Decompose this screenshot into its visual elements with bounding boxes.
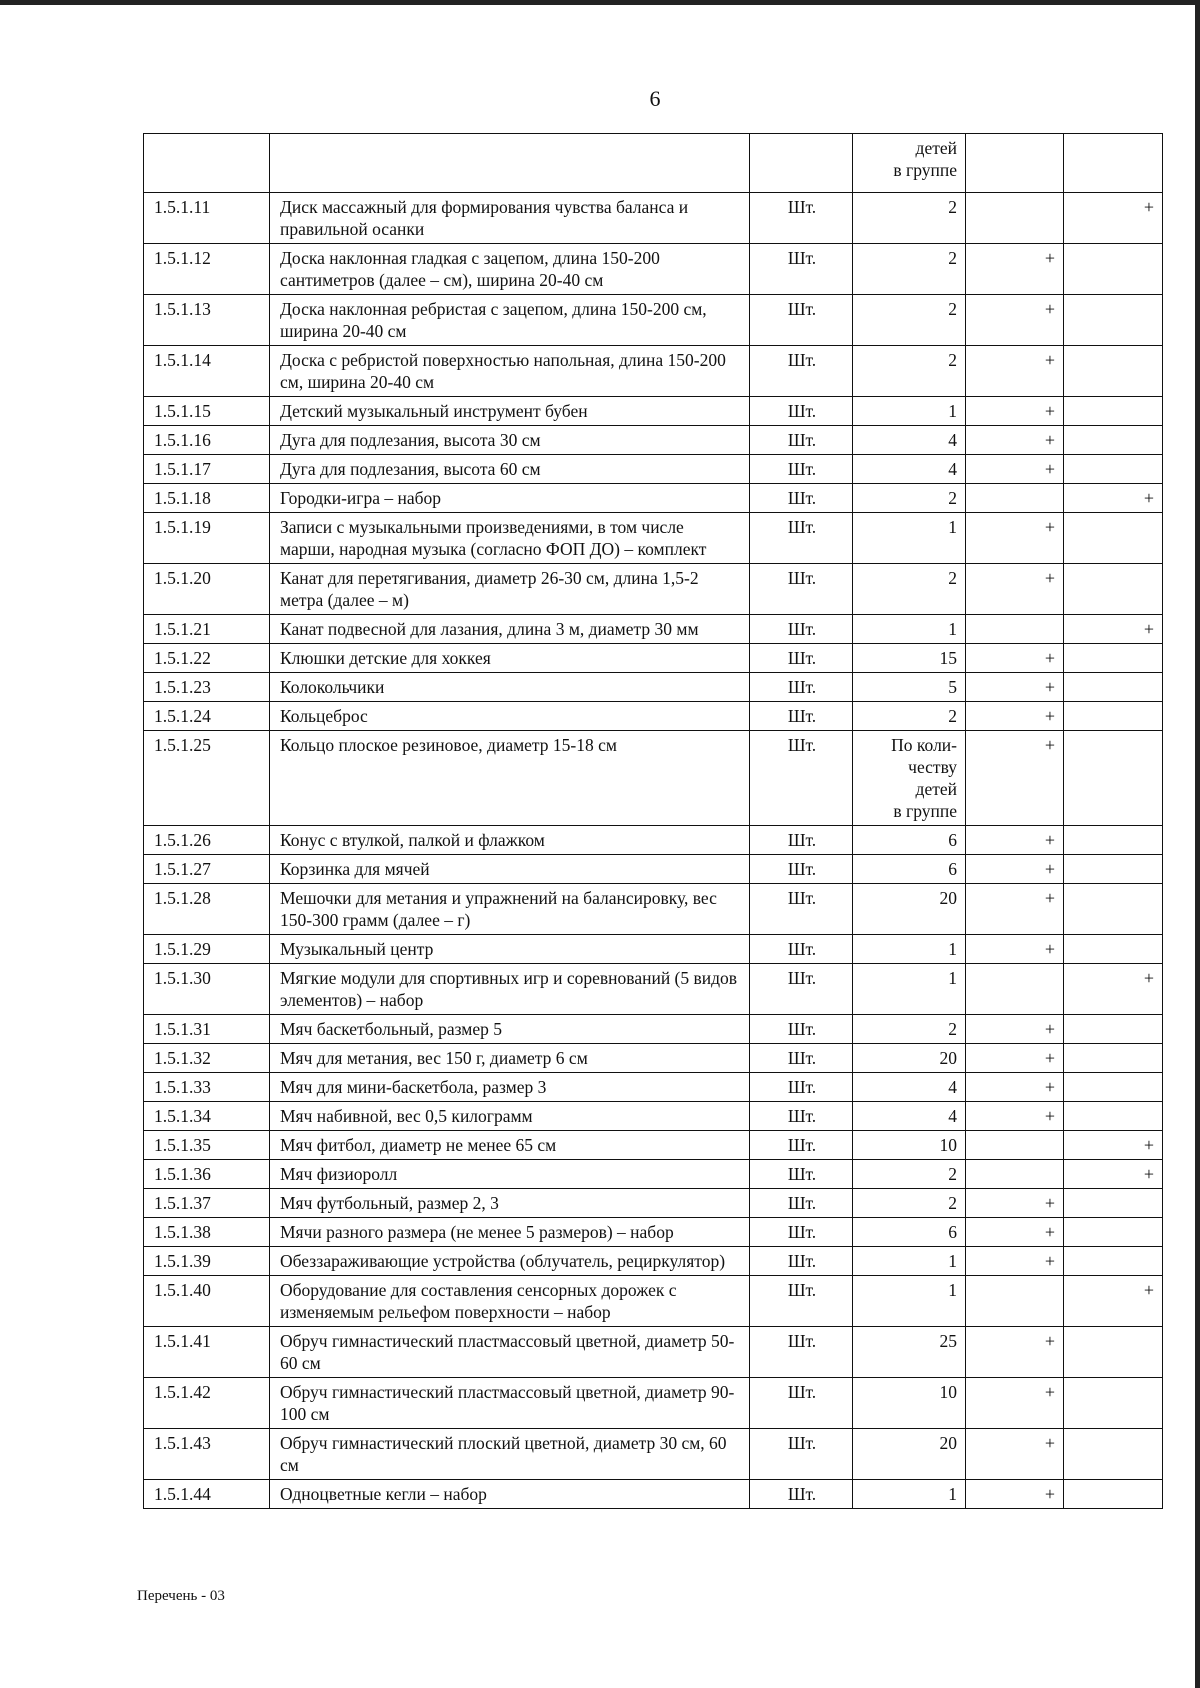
cell-code: 1.5.1.38 (144, 1218, 270, 1247)
cell-name: Мяч фитбол, диаметр не менее 65 см (270, 1131, 750, 1160)
cell-qty: 6 (853, 1218, 966, 1247)
cell-mark-b (1064, 1073, 1163, 1102)
cell-unit: Шт. (750, 964, 853, 1015)
table-row (144, 644, 1163, 673)
cell-code: 1.5.1.34 (144, 1102, 270, 1131)
cell-code: 1.5.1.43 (144, 1429, 270, 1480)
cell-name: Дуга для подлезания, высота 60 см (270, 455, 750, 484)
page-number: 6 (649, 86, 661, 111)
cell-name: Доска наклонная ребристая с зацепом, длина 150-200 см, ширина 20-40 см (270, 295, 750, 346)
cell-name: Мячи разного размера (не менее 5 размеров) – набор (270, 1218, 750, 1247)
cell-name: Канат подвесной для лазания, длина 3 м, диаметр 30 мм (270, 615, 750, 644)
table-row (144, 731, 1163, 826)
cell-qty: 20 (853, 1429, 966, 1480)
cell-name: Кольцо плоское резиновое, диаметр 15-18 см (270, 731, 750, 826)
table-row (144, 1015, 1163, 1044)
cell-mark-a: + (966, 1073, 1064, 1102)
cell-name: Одноцветные кегли – набор (270, 1480, 750, 1509)
table-row (144, 1189, 1163, 1218)
cell-unit: Шт. (750, 1102, 853, 1131)
cell-mark-b (1064, 1189, 1163, 1218)
cell-mark-b (1064, 244, 1163, 295)
cell-qty: 10 (853, 1131, 966, 1160)
footer-label: Перечень - 03 (137, 1588, 225, 1604)
cell-unit: Шт. (750, 1073, 853, 1102)
cell-unit: Шт. (750, 426, 853, 455)
cell-mark-a: + (966, 826, 1064, 855)
cell-qty: 2 (853, 1160, 966, 1189)
cell-qty: 2 (853, 702, 966, 731)
cell-mark-a: + (966, 397, 1064, 426)
cell-qty: 2 (853, 564, 966, 615)
table-row (144, 615, 1163, 644)
table-row (144, 935, 1163, 964)
cell-name: Мешочки для метания и упражнений на балансировку, вес 150-300 грамм (далее – г) (270, 884, 750, 935)
table-row (144, 1160, 1163, 1189)
table-row (144, 1327, 1163, 1378)
cell-code: 1.5.1.23 (144, 673, 270, 702)
cell-mark-b (1064, 1218, 1163, 1247)
cell-name: Колокольчики (270, 673, 750, 702)
cell-name: Корзинка для мячей (270, 855, 750, 884)
cell-qty: 2 (853, 484, 966, 513)
cell-mark-b: + (1064, 1160, 1163, 1189)
cell-qty: 5 (853, 673, 966, 702)
cell-mark-a: + (966, 935, 1064, 964)
cell-unit: Шт. (750, 1327, 853, 1378)
cell-mark-a: + (966, 1102, 1064, 1131)
table-row (144, 1247, 1163, 1276)
cell-code: 1.5.1.19 (144, 513, 270, 564)
cell-code: 1.5.1.20 (144, 564, 270, 615)
cell-code: 1.5.1.14 (144, 346, 270, 397)
cell-mark-b: + (1064, 1276, 1163, 1327)
cell-mark-b (1064, 884, 1163, 935)
cell-code: 1.5.1.24 (144, 702, 270, 731)
cell-code: 1.5.1.36 (144, 1160, 270, 1189)
cell-code: 1.5.1.29 (144, 935, 270, 964)
cell-unit: Шт. (750, 513, 853, 564)
table-row (144, 826, 1163, 855)
cell-qty: 6 (853, 855, 966, 884)
cell-name: Клюшки детские для хоккея (270, 644, 750, 673)
cell-mark-b (1064, 397, 1163, 426)
cell-name: Обруч гимнастический плоский цветной, диаметр 30 см, 60 см (270, 1429, 750, 1480)
table-row (144, 1102, 1163, 1131)
cell-mark-b (1064, 1015, 1163, 1044)
cell-qty: 1 (853, 615, 966, 644)
cell-name: Мяч физиоролл (270, 1160, 750, 1189)
cell-qty: 4 (853, 1073, 966, 1102)
cell-name: Детский музыкальный инструмент бубен (270, 397, 750, 426)
table-header-row (144, 134, 1163, 193)
cell-qty: 2 (853, 346, 966, 397)
cell-unit: Шт. (750, 1015, 853, 1044)
cell-code: 1.5.1.18 (144, 484, 270, 513)
table-row (144, 484, 1163, 513)
cell-mark-b (1064, 1480, 1163, 1509)
cell-name: Обруч гимнастический пластмассовый цветной, диаметр 90-100 см (270, 1378, 750, 1429)
cell-unit: Шт. (750, 1276, 853, 1327)
cell-mark-b (1064, 1247, 1163, 1276)
cell-qty: 4 (853, 426, 966, 455)
cell-name: Обеззараживающие устройства (облучатель, рециркулятор) (270, 1247, 750, 1276)
cell-mark-b: + (1064, 193, 1163, 244)
cell-unit: Шт. (750, 455, 853, 484)
cell-name: Мягкие модули для спортивных игр и соревнований (5 видов элементов) – набор (270, 964, 750, 1015)
cell-qty: 6 (853, 826, 966, 855)
table-row (144, 426, 1163, 455)
cell-qty: 2 (853, 193, 966, 244)
cell-code: 1.5.1.22 (144, 644, 270, 673)
cell-unit: Шт. (750, 935, 853, 964)
cell-mark-b (1064, 1102, 1163, 1131)
header-cell-code (144, 134, 270, 193)
table-row (144, 673, 1163, 702)
cell-unit: Шт. (750, 346, 853, 397)
cell-name: Доска с ребристой поверхностью напольная, длина 150-200 см, ширина 20-40 см (270, 346, 750, 397)
table-row (144, 702, 1163, 731)
cell-name: Оборудование для составления сенсорных дорожек с изменяемым рельефом поверхности – набор (270, 1276, 750, 1327)
cell-qty: 1 (853, 935, 966, 964)
cell-mark-a: + (966, 426, 1064, 455)
cell-mark-a: + (966, 673, 1064, 702)
cell-unit: Шт. (750, 1044, 853, 1073)
table-row (144, 346, 1163, 397)
cell-mark-b: + (1064, 615, 1163, 644)
cell-mark-a: + (966, 1429, 1064, 1480)
cell-name: Диск массажный для формирования чувства баланса и правильной осанки (270, 193, 750, 244)
cell-code: 1.5.1.28 (144, 884, 270, 935)
cell-mark-a: + (966, 1218, 1064, 1247)
cell-qty: 4 (853, 455, 966, 484)
cell-mark-b (1064, 564, 1163, 615)
table-row (144, 1276, 1163, 1327)
cell-mark-a: + (966, 513, 1064, 564)
cell-mark-b (1064, 455, 1163, 484)
cell-unit: Шт. (750, 615, 853, 644)
cell-mark-a: + (966, 295, 1064, 346)
cell-name: Обруч гимнастический пластмассовый цветной, диаметр 50-60 см (270, 1327, 750, 1378)
table-row (144, 193, 1163, 244)
cell-code: 1.5.1.12 (144, 244, 270, 295)
cell-mark-b (1064, 644, 1163, 673)
cell-mark-a (966, 1131, 1064, 1160)
cell-code: 1.5.1.13 (144, 295, 270, 346)
cell-qty: 25 (853, 1327, 966, 1378)
cell-code: 1.5.1.33 (144, 1073, 270, 1102)
cell-unit: Шт. (750, 1131, 853, 1160)
cell-code: 1.5.1.30 (144, 964, 270, 1015)
table-row (144, 1131, 1163, 1160)
table-row (144, 455, 1163, 484)
cell-unit: Шт. (750, 855, 853, 884)
cell-unit: Шт. (750, 1189, 853, 1218)
cell-code: 1.5.1.37 (144, 1189, 270, 1218)
cell-mark-a (966, 193, 1064, 244)
cell-mark-b: + (1064, 964, 1163, 1015)
cell-unit: Шт. (750, 295, 853, 346)
cell-code: 1.5.1.40 (144, 1276, 270, 1327)
cell-code: 1.5.1.11 (144, 193, 270, 244)
cell-mark-a (966, 1276, 1064, 1327)
cell-mark-b (1064, 731, 1163, 826)
cell-mark-b (1064, 426, 1163, 455)
cell-qty: 2 (853, 295, 966, 346)
cell-mark-a: + (966, 564, 1064, 615)
cell-qty: 4 (853, 1102, 966, 1131)
cell-unit: Шт. (750, 1429, 853, 1480)
cell-unit: Шт. (750, 731, 853, 826)
cell-qty: 2 (853, 1015, 966, 1044)
cell-mark-b: + (1064, 1131, 1163, 1160)
cell-unit: Шт. (750, 397, 853, 426)
cell-mark-a (966, 1160, 1064, 1189)
table-row (144, 1378, 1163, 1429)
cell-qty: 20 (853, 1044, 966, 1073)
table-row (144, 1044, 1163, 1073)
cell-mark-a (966, 615, 1064, 644)
cell-unit: Шт. (750, 884, 853, 935)
cell-name: Дуга для подлезания, высота 30 см (270, 426, 750, 455)
cell-qty: 10 (853, 1378, 966, 1429)
cell-code: 1.5.1.16 (144, 426, 270, 455)
table-row (144, 564, 1163, 615)
scan-edge-right (1195, 0, 1200, 1688)
scan-edge-top (0, 0, 1200, 5)
cell-name: Музыкальный центр (270, 935, 750, 964)
cell-name: Мяч для метания, вес 150 г, диаметр 6 см (270, 1044, 750, 1073)
header-cell-unit (750, 134, 853, 193)
cell-mark-a: + (966, 855, 1064, 884)
cell-mark-a: + (966, 455, 1064, 484)
header-cell-name (270, 134, 750, 193)
cell-mark-b (1064, 295, 1163, 346)
cell-mark-b (1064, 513, 1163, 564)
cell-qty: 1 (853, 513, 966, 564)
cell-qty: По коли- честву детей в группе (853, 731, 966, 826)
cell-code: 1.5.1.15 (144, 397, 270, 426)
cell-code: 1.5.1.25 (144, 731, 270, 826)
cell-qty: 1 (853, 1480, 966, 1509)
table-row (144, 1429, 1163, 1480)
cell-mark-b (1064, 826, 1163, 855)
cell-mark-a: + (966, 644, 1064, 673)
cell-unit: Шт. (750, 826, 853, 855)
cell-mark-b (1064, 1327, 1163, 1378)
cell-mark-b (1064, 855, 1163, 884)
cell-code: 1.5.1.26 (144, 826, 270, 855)
cell-unit: Шт. (750, 702, 853, 731)
cell-name: Кольцеброс (270, 702, 750, 731)
cell-unit: Шт. (750, 1480, 853, 1509)
cell-mark-b: + (1064, 484, 1163, 513)
cell-qty: 1 (853, 1276, 966, 1327)
header-cell-qty: детей в группе (853, 134, 966, 193)
table-row (144, 295, 1163, 346)
equipment-table (143, 133, 1163, 1509)
cell-qty: 1 (853, 397, 966, 426)
cell-name: Мяч футбольный, размер 2, 3 (270, 1189, 750, 1218)
cell-mark-a: + (966, 1189, 1064, 1218)
cell-unit: Шт. (750, 673, 853, 702)
cell-unit: Шт. (750, 644, 853, 673)
cell-mark-b (1064, 346, 1163, 397)
cell-name: Мяч набивной, вес 0,5 килограмм (270, 1102, 750, 1131)
cell-mark-a: + (966, 244, 1064, 295)
table-row (144, 855, 1163, 884)
cell-name: Канат для перетягивания, диаметр 26-30 см, длина 1,5-2 метра (далее – м) (270, 564, 750, 615)
cell-mark-a: + (966, 1327, 1064, 1378)
cell-unit: Шт. (750, 1378, 853, 1429)
cell-unit: Шт. (750, 193, 853, 244)
cell-unit: Шт. (750, 1160, 853, 1189)
cell-code: 1.5.1.35 (144, 1131, 270, 1160)
cell-mark-b (1064, 935, 1163, 964)
cell-mark-a (966, 484, 1064, 513)
cell-code: 1.5.1.17 (144, 455, 270, 484)
cell-unit: Шт. (750, 484, 853, 513)
cell-code: 1.5.1.31 (144, 1015, 270, 1044)
table-row (144, 1480, 1163, 1509)
cell-code: 1.5.1.27 (144, 855, 270, 884)
header-cell-col-b (1064, 134, 1163, 193)
cell-unit: Шт. (750, 1218, 853, 1247)
cell-mark-b (1064, 1378, 1163, 1429)
table-row (144, 1073, 1163, 1102)
cell-qty: 20 (853, 884, 966, 935)
cell-unit: Шт. (750, 564, 853, 615)
cell-qty: 2 (853, 244, 966, 295)
table-body (144, 134, 1163, 1509)
cell-mark-b (1064, 702, 1163, 731)
cell-mark-b (1064, 673, 1163, 702)
cell-qty: 2 (853, 1189, 966, 1218)
cell-name: Мяч баскетбольный, размер 5 (270, 1015, 750, 1044)
cell-code: 1.5.1.41 (144, 1327, 270, 1378)
cell-qty: 15 (853, 644, 966, 673)
cell-code: 1.5.1.44 (144, 1480, 270, 1509)
header-cell-col-a (966, 134, 1064, 193)
cell-mark-a: + (966, 1044, 1064, 1073)
table-row (144, 513, 1163, 564)
table-row (144, 884, 1163, 935)
cell-mark-a: + (966, 731, 1064, 826)
cell-name: Доска наклонная гладкая с зацепом, длина 150-200 сантиметров (далее – см), ширина 20-40 см (270, 244, 750, 295)
table-row (144, 964, 1163, 1015)
cell-unit: Шт. (750, 244, 853, 295)
cell-name: Конус с втулкой, палкой и флажком (270, 826, 750, 855)
cell-code: 1.5.1.21 (144, 615, 270, 644)
cell-mark-a: + (966, 884, 1064, 935)
cell-name: Мяч для мини-баскетбола, размер 3 (270, 1073, 750, 1102)
table-row (144, 397, 1163, 426)
cell-qty: 1 (853, 1247, 966, 1276)
cell-mark-a: + (966, 1015, 1064, 1044)
cell-mark-a: + (966, 1378, 1064, 1429)
cell-name: Записи с музыкальными произведениями, в том числе марши, народная музыка (согласно ФОП ДО) – комплект (270, 513, 750, 564)
cell-unit: Шт. (750, 1247, 853, 1276)
cell-mark-a: + (966, 702, 1064, 731)
cell-mark-b (1064, 1429, 1163, 1480)
cell-code: 1.5.1.39 (144, 1247, 270, 1276)
cell-code: 1.5.1.32 (144, 1044, 270, 1073)
table-row (144, 1218, 1163, 1247)
table-row (144, 244, 1163, 295)
cell-code: 1.5.1.42 (144, 1378, 270, 1429)
cell-mark-a (966, 964, 1064, 1015)
cell-mark-b (1064, 1044, 1163, 1073)
cell-mark-a: + (966, 1480, 1064, 1509)
cell-mark-a: + (966, 1247, 1064, 1276)
cell-name: Городки-игра – набор (270, 484, 750, 513)
cell-mark-a: + (966, 346, 1064, 397)
cell-qty: 1 (853, 964, 966, 1015)
